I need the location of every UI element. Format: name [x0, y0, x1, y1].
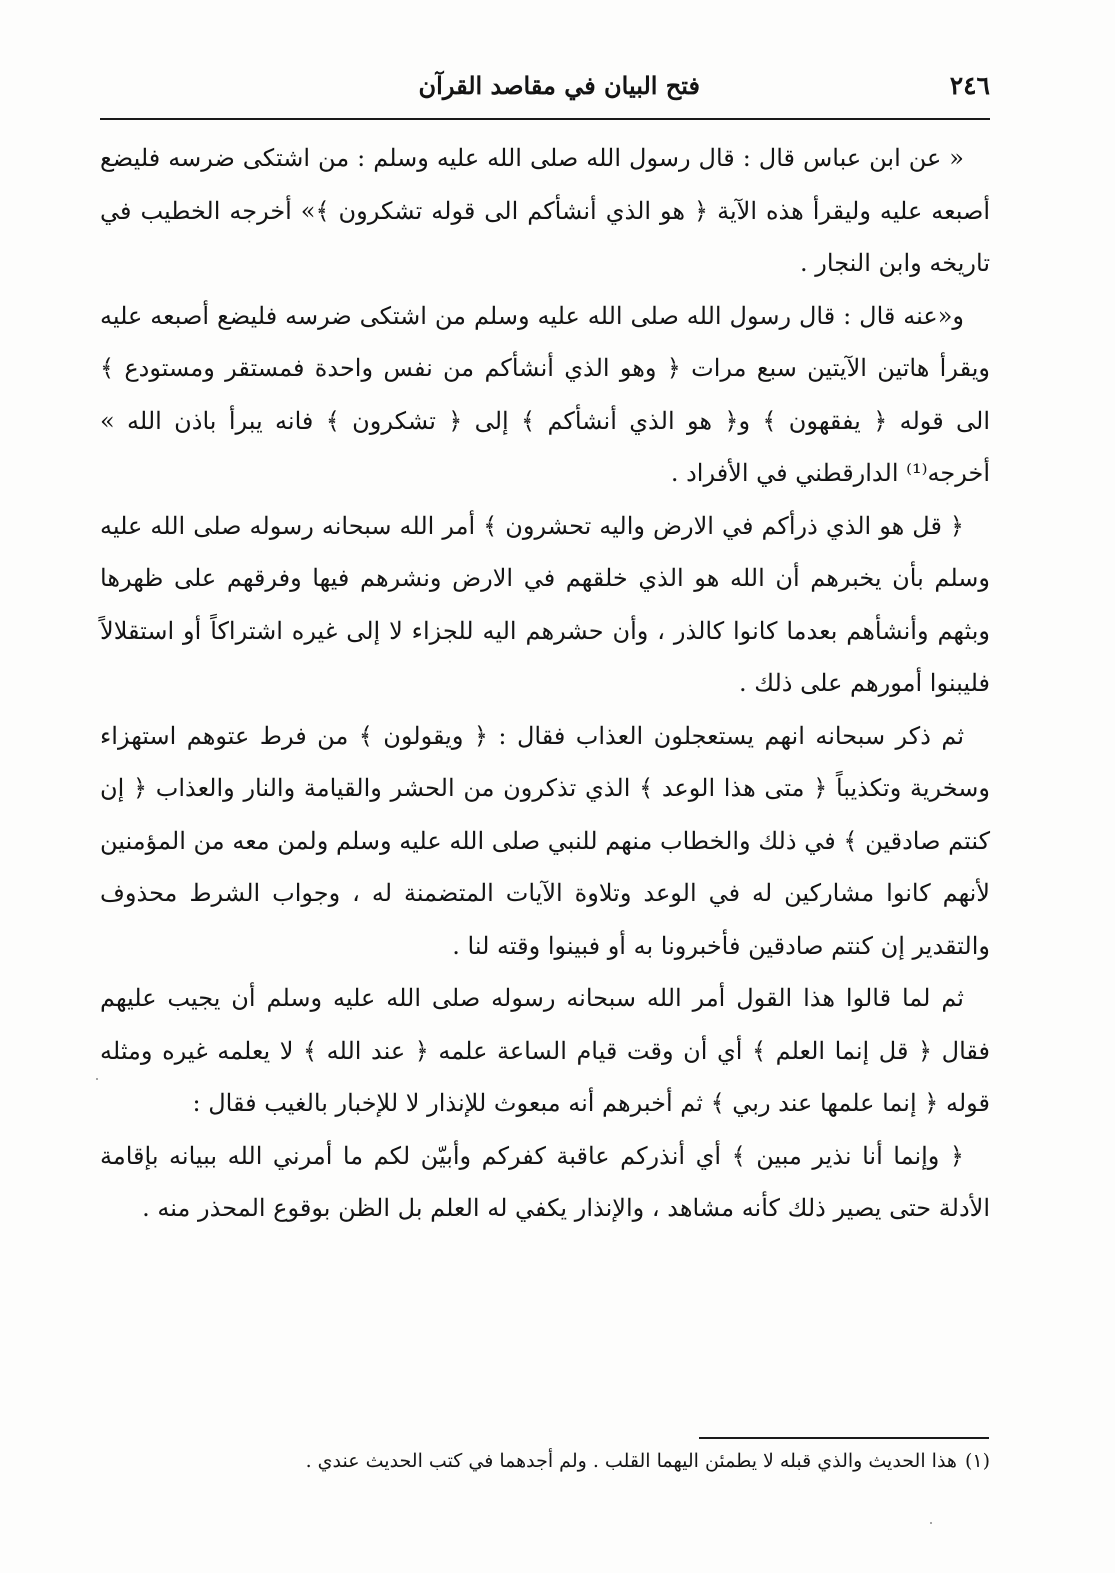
paragraph-6: ﴿ وإنما أنا نذير مبين ﴾ أي أنذركم عاقبة كفركم وأبيّن لكم ما أمرني الله ببيانه بإقامة الأدلة حتى يصير ذلك كأنه مشاهد ، والإنذار يكفي له العلم بل الظن بوقوع المحذر منه .: [100, 1141, 990, 1222]
paragraph-5: ثم لما قالوا هذا القول أمر الله سبحانه رسوله صلى الله عليه وسلم أن يجيب عليهم فقال ﴿ قل إنما العلم ﴾ أي أن وقت قيام الساعة علمه ﴿ عند الله ﴾ لا يعلمه غيره ومثله قوله ﴿ إنما علمها عند ربي ﴾ ثم أخبرهم أنه مبعوث للإنذار لا للإخبار بالغيب فقال :: [100, 984, 990, 1117]
footnote-marker: (١): [964, 1450, 990, 1472]
footnote-rule: [699, 1437, 989, 1439]
paragraph-1: « عن ابن عباس قال : قال رسول الله صلى الله عليه وسلم : من اشتكى ضرسه فليضع أصبعه عليه وليقرأ هذه الآية ﴿ هو الذي أنشأكم الى قوله تشكرون ﴾» أخرجه الخطيب في تاريخه وابن النجار .: [100, 144, 990, 277]
header-rule: [100, 118, 990, 120]
paragraph-2: و«عنه قال : قال رسول الله صلى الله عليه وسلم من اشتكى ضرسه فليضع أصبعه عليه ويقرأ هاتين الآيتين سبع مرات ﴿ وهو الذي أنشأكم من نفس واحدة فمستقر ومستودع ﴾ الى قوله ﴿ يفقهون ﴾ و﴿ هو الذي أنشأكم ﴾ إلى ﴿ تشكرون ﴾ فانه يبرأ باذن الله » أخرجه⁽¹⁾ الدارقطني في الأفراد .: [100, 301, 990, 487]
scan-speck: [96, 1078, 98, 1080]
paragraph-3: ﴿ قل هو الذي ذرأكم في الارض واليه تحشرون ﴾ أمر الله سبحانه رسوله صلى الله عليه وسلم بأن يخبرهم أن الله هو الذي خلقهم في الارض ونشرهم فيها وفرقهم على ظهرها وبثهم وأنشأهم بعدما كانوا كالذر ، وأن حشرهم اليه للجزاء لا إلى غيره اشتراكاً أو استقلالاً فليبنوا أمورهم على ذلك .: [100, 511, 990, 697]
page-number: ٢٤٦: [949, 71, 990, 100]
footnote: [100, 1446, 990, 1476]
footnote-text: هذا الحديث والذي قبله لا يطمئن اليهما القلب . ولم أجدهما في كتب الحديث عندي .: [305, 1450, 957, 1472]
scan-speck: [930, 1522, 932, 1524]
page-header: [100, 70, 990, 114]
paragraph-4: ثم ذكر سبحانه انهم يستعجلون العذاب فقال : ﴿ ويقولون ﴾ من فرط عتوهم استهزاء وسخرية وتكذيباً ﴿ متى هذا الوعد ﴾ الذي تذكرون من الحشر والقيامة والنار والعذاب ﴿ إن كنتم صادقين ﴾ في ذلك والخطاب منهم للنبي صلى الله عليه وسلم ولمن معه من المؤمنين لأنهم كانوا مشاركين له في الوعد وتلاوة الآيات المتضمنة له ، وجواب الشرط محذوف والتقدير إن كنتم صادقين فأخبرونا به أو فبينوا وقته لنا .: [100, 721, 990, 960]
running-title: فتح البيان في مقاصد القرآن: [418, 71, 700, 100]
main-text: [100, 132, 990, 1235]
